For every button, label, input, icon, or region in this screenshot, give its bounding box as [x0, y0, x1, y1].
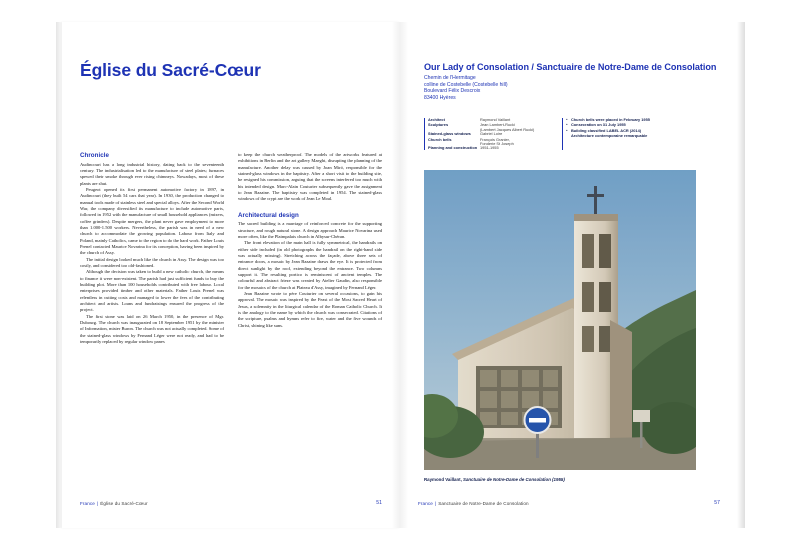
section-heading-chronicle: Chronicle: [80, 152, 109, 159]
credit-label: Church bells: [428, 136, 452, 142]
text-column-two: [238, 152, 382, 472]
photo-caption: [424, 477, 565, 482]
facts-list: [562, 117, 650, 151]
credit-value: Fonderie St Joseph: [480, 141, 514, 147]
fact-subtext: Architecture contemporaine remarquable: [571, 133, 648, 139]
credit-value: Jean Lambert-Rucki: [480, 122, 515, 128]
breadcrumb-separator: |: [434, 500, 437, 506]
paragraph-continuation: to keep the church weatherproof. The models of the artworks featured at exhibitions in Berlin and the art gallery Maeght, disrupting the planning of the manufacture. Another delay was caused by Joan Miró, responsible for the stained-glass windows in the baptistry. After a short visit to the building site, he resigned his commission, arguing that the screens interfered too much with his intended design. Marc-Alain Couturier subsequently gave the assignment to Jean Bazaine. The baptistry was completed in 1954. The stained-glass windows of the crypt are the work of Jean Le Moal.: [238, 152, 382, 202]
credit-label: Sculptures: [428, 122, 449, 128]
fact-text: Church bells were placed in February 1955: [571, 117, 650, 122]
paragraph: The first stone was laid on 26 March 1950, in the presence of Mgr. Dubourg. The church was inaugurated on 18 September 1951 by the minister of Information, mister Buron. The church was not actually completed. Some of the stained-glass windows by Fernand Léger were not ready, and had to be temporarily replaced by regular window panes: [80, 313, 224, 345]
church-photograph: [424, 170, 696, 470]
page-number: 57: [714, 500, 720, 506]
left-page: [62, 22, 400, 528]
page-number: 51: [376, 500, 382, 506]
credit-value: (Lambert Jacques Albert Rucki): [480, 126, 535, 132]
right-page-footer: [418, 500, 720, 506]
credit-label: Planning and construction: [428, 145, 478, 151]
credit-label: Architect: [428, 117, 445, 122]
paragraph: The initial design looked much like the church in Assy. The design was too costly, and considered too old-fashioned.: [80, 256, 224, 268]
paragraph: Audincourt has a long industrial history, dating back to the seventeenth century. The industrialisation led to the manufacture of steel plates; furnaces spewed their smoke through ever rising chimneys. Nowadays, most of these plants are shut.: [80, 161, 224, 186]
breadcrumb-location: Église du Sacré-Cœur: [100, 500, 148, 506]
fact-text: Building classified LABEL ACR (2014): [571, 127, 642, 133]
text-column-one: [80, 152, 224, 472]
credits-labels: [428, 117, 480, 151]
address-line: 83400 Hyères: [424, 94, 456, 101]
caption-author: Raymond Vaillant,: [424, 477, 464, 482]
breadcrumb-country: France: [418, 500, 433, 506]
credit-value: Raymond Vaillant: [480, 117, 511, 122]
credit-label: Stained-glass windows: [428, 131, 471, 137]
paragraph: The front elevation of the main hall is fully symmetrical, the handrails on either side included (in old photographs the handrail on the right-hand side was actually missing). Stretching across the façade, above three sets of entrance doors, a mosaic by Jean Bazaine draws the eye. It is protected from direct sunlight by the roof, extending beyond the entrance. Two columns support it. The resulting portico is reminiscent of ancient temples. The colourful and abstract frieze was created by Atelier Gaudin, also responsible for the mosaics of the church at Plateau d'Assy, imagined by Fernand Léger.: [238, 240, 382, 290]
list-item: [566, 128, 650, 139]
right-page: [400, 22, 738, 528]
address-line: Boulevard Félix Descroix: [424, 88, 481, 95]
breadcrumb-location: Sanctuaire de Notre-Dame de Consolation: [438, 500, 529, 506]
credit-value: 1951-1955: [480, 145, 499, 151]
entry-title: Our Lady of Consolation / Sanctuaire de Notre-Dame de Consolation: [424, 62, 717, 72]
fact-text: Consecration on 31 July 1955: [571, 122, 626, 128]
address-line: Chemin de l'Hermitage: [424, 75, 476, 81]
caption-work: Sanctuaire de Notre-Dame de Consolation (1955): [463, 477, 565, 482]
breadcrumb-separator: |: [96, 500, 99, 506]
paragraph: The sacred building is a marriage of reinforced concrete for the supporting structure, and rough natural stone. A design approach Maurice Novarina used more often, like the Plaimpalais church in Albysur-Chéran.: [238, 221, 382, 239]
breadcrumb: [418, 501, 529, 506]
paragraph: Peugeot opened its first permanent automotive factory in 1897, in Audincourt (they built 54 cars that year). In 1930, the production changed to manual tools made of stainless steel and special alloys. After the Second World War, the company diversified its manufacture to include automotive parts, followed in 1952 with the manufacture of small household appliances (mixers, coffee grinders). Despite mergers, the plant never gave employment to more than 1.000-1.500 workers. Nevertheless, the parish was in need of a new church to accommodate the growing population. Labour from Italy and Poland, mainly Catholics, came to the region to do the hard work. Father Louis Prenel contacted Maurice Novarina for its conception, having been inspired by the church of Assy.: [80, 186, 224, 256]
credit-value: Gabriel Loire: [480, 131, 503, 137]
credits-values: [480, 117, 548, 151]
credit-value: François Granier,: [480, 136, 510, 142]
left-page-footer: [80, 500, 382, 506]
paragraph: Although the decision was taken to build a new catholic church, the means to finance it were non-existent. The parish had just sufficient funds to buy the building plot. More than 100 households contributed with free labour. Local enterprises provided timber and other materials. Father Louis Prenel was relentless in cutting costs and managed to lower the fees of the contributing architect and artists. Loans and fundraisings ensured the progress of the project.: [80, 269, 224, 313]
address-line: colline de Costebelle (Costebelle hill): [424, 81, 508, 88]
right-page-edge-shadow: [737, 22, 745, 528]
left-page-columns: [80, 152, 382, 472]
paragraph: Jean Bazaine wrote to père Couturier on several occasions, to gain his approval. The mosaic was inspired by the Feast of the Most Sacred Heart of Jesus, a solemnity in the liturgical calendar of the Roman Catholic Church. It is the analogy to the name by which the church was consecrated. Citations of the scripture, psalms and hymns refer to fire, water and the five wounds of Christ, shining like suns.: [238, 291, 382, 328]
credits-section: [424, 117, 720, 151]
address-block: [424, 75, 508, 101]
photo-illustration: [424, 170, 696, 470]
page-title: Église du Sacré-Cœur: [80, 60, 261, 80]
section-heading-architectural-design: Architectural design: [238, 211, 299, 219]
credits-table: [424, 117, 548, 151]
breadcrumb: [80, 501, 148, 506]
breadcrumb-country: France: [80, 500, 95, 506]
